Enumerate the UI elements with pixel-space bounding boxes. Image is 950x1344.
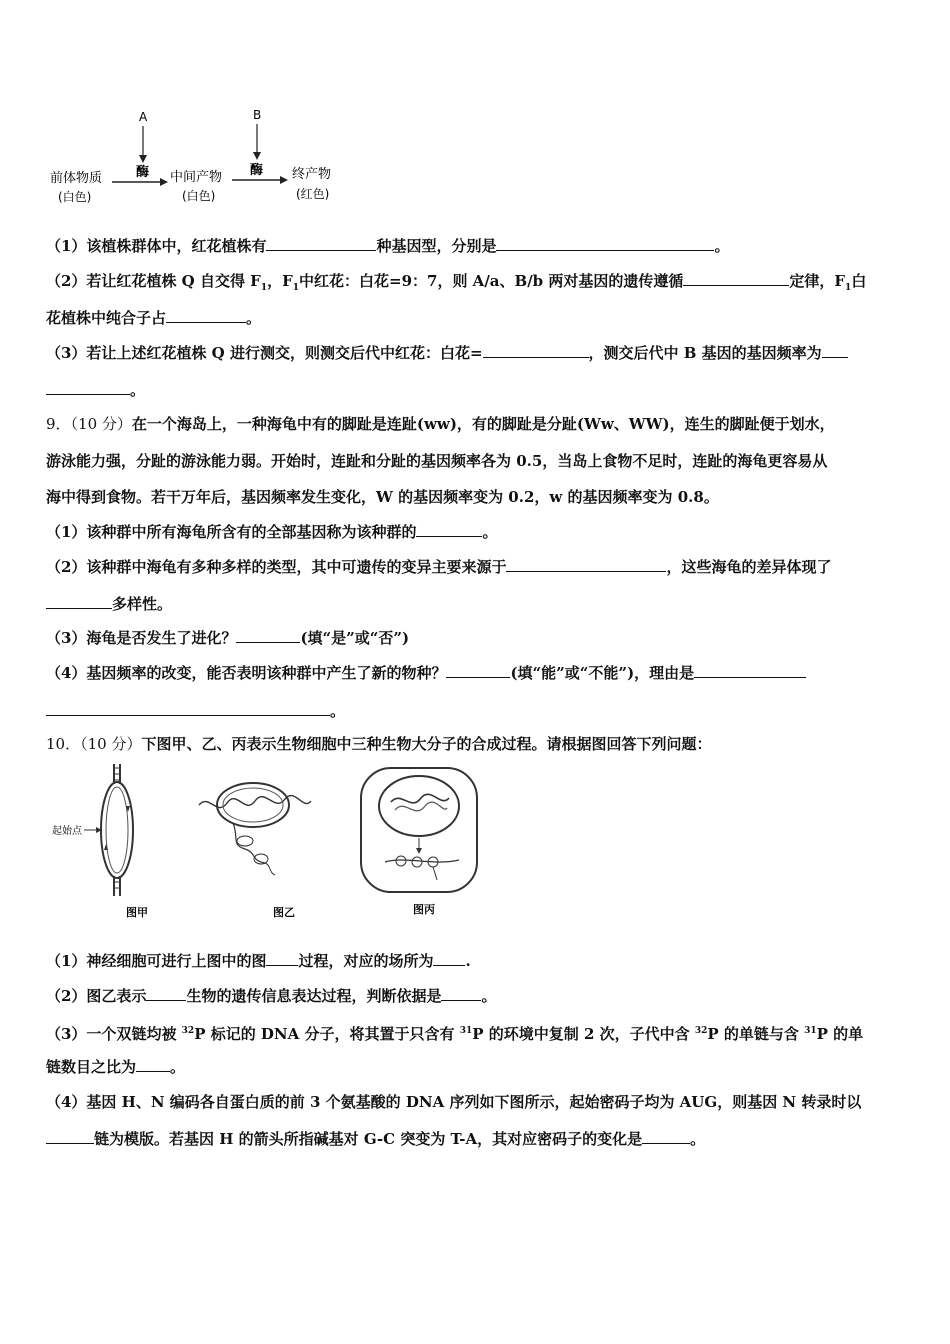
origin-label: 起始点 <box>52 826 82 837</box>
q9-stem-line3: 海中得到食物。若干万年后，基因频率发生变化，W 的基因频率变为 0.2，w 的基因频率变为 0.8。 <box>46 488 719 506</box>
figure-jia <box>50 762 180 922</box>
figure-jia-label: 图甲 <box>126 906 148 919</box>
q9-part1: （1）该种群中所有海龟所含有的全部基因称为该种群的 。 <box>46 523 498 541</box>
q9-stem-line2: 游泳能力强，分趾的游泳能力弱。开始时，连趾和分趾的基因频率各为 0.5，当岛上食物不足时，连趾的海龟更容易从 <box>46 452 828 470</box>
q10-part3: （3）一个双链均被 $^{32}$P 标记的 DNA 分子，将其置于只含有 $^{31}$P 的环境中复制 2 次，子代中含 $^{32}$P 的单链与含 $^{31}$P 的单 <box>46 1025 864 1043</box>
q9-part4-cont: 。 <box>46 701 904 721</box>
enzyme1-label: 酶 <box>136 165 150 180</box>
q9-part4: （4）基因频率的改变，能否表明该种群中产生了新的物种？ (填“能”或“不能”)，理由是 <box>46 663 904 683</box>
q9-number: 9．（10 分） <box>46 415 132 433</box>
q10-stem: 10．（10 分）下图甲、乙、丙表示生物细胞中三种生物大分子的合成过程。请根据图回答下列问题： <box>46 735 712 753</box>
q10-blank7[interactable] <box>642 1129 690 1144</box>
figure-bing <box>355 764 485 924</box>
q10-blank3[interactable] <box>146 986 186 1001</box>
q10-blank5[interactable] <box>136 1057 170 1072</box>
q9-part3: （3）海龟是否发生了进化？ (填“是”或“否”) <box>46 629 410 647</box>
q9-blank6-cont[interactable] <box>46 701 330 716</box>
q8-part2-cont: 花植株中纯合子占 。 <box>46 309 262 327</box>
q8-blank6-cont[interactable] <box>46 380 130 395</box>
q9-part2-cont: 多样性。 <box>46 594 904 614</box>
q10-part3-cont: 链数目之比为 。 <box>46 1058 186 1076</box>
q9-stem-line1: 9．（10 分）在一个海岛上，一种海龟中有的脚趾是连趾(ww)，有的脚趾是分趾(Ww、WW)，连生的脚趾便于划水， <box>46 415 835 433</box>
q8-blank5[interactable] <box>483 343 589 358</box>
enzyme2-label: 酶 <box>250 163 264 178</box>
q10-part1: （1）神经细胞可进行上图中的图 过程，对应的场所为 . <box>46 952 471 970</box>
q10-blank6[interactable] <box>46 1129 94 1144</box>
q10-number: 10．（10 分） <box>46 735 142 753</box>
figure-bing-label: 图丙 <box>413 903 435 916</box>
intermediate-label: 中间产物 <box>170 170 223 185</box>
q10-blank2[interactable] <box>433 951 465 966</box>
end-product-color: (红色) <box>296 187 330 201</box>
q8-part3-cont: 。 <box>46 380 904 400</box>
q9-blank3[interactable] <box>46 594 112 609</box>
end-product-label: 终产物 <box>292 167 332 182</box>
q9-blank5[interactable] <box>446 663 510 678</box>
q8-blank3[interactable] <box>683 271 789 286</box>
q10-part4-cont: 链为模版。若基因 H 的箭头所指碱基对 G-C 突变为 T-A，其对应密码子的变化是 。 <box>46 1129 904 1149</box>
q8-part3: （3）若让上述红花植株 Q 进行测交，则测交后代中红花：白花= ，测交后代中 B 基因的基因频率为 <box>46 343 904 363</box>
q8-blank2[interactable] <box>496 236 714 251</box>
q8-blank4[interactable] <box>166 308 246 323</box>
q8-part1: （1）该植株群体中，红花植株有 种基因型，分别是 。 <box>46 237 730 255</box>
q9-blank4[interactable] <box>236 628 300 643</box>
precursor-color: (白色) <box>58 190 92 204</box>
q8-blank6[interactable] <box>822 343 848 358</box>
intermediate-color: (白色) <box>182 189 216 203</box>
q9-blank6[interactable] <box>694 663 806 678</box>
q9-part2: （2）该种群中海龟有多种多样的类型，其中可遗传的变异主要来源于 ，这些海龟的差异体现了 <box>46 558 832 576</box>
gene-b-label: B <box>253 108 262 122</box>
q9-blank1[interactable] <box>416 522 482 537</box>
q9-blank2[interactable] <box>506 557 666 572</box>
gene-a-label: A <box>139 110 148 124</box>
figure-yi <box>195 765 315 925</box>
precursor-label: 前体物质 <box>50 171 103 186</box>
q10-part4: （4）基因 H、N 编码各自蛋白质的前 3 个氨基酸的 DNA 序列如下图所示，起始密码子均为 AUG，则基因 N 转录时以 <box>46 1093 862 1111</box>
pathway-figure <box>44 104 354 210</box>
q10-blank1[interactable] <box>266 951 298 966</box>
q10-blank4[interactable] <box>441 986 481 1001</box>
q8-part2: （2）若让红花植株 Q 自交得 $F_1$，$F_1$中红花：白花=9：7，则 A/a、B/b 两对基因的遗传遵循 定律，$F_1$白 <box>46 272 867 293</box>
q8-blank1[interactable] <box>266 236 376 251</box>
figure-yi-label: 图乙 <box>273 906 295 919</box>
q10-part2: （2）图乙表示 生物的遗传信息表达过程，判断依据是 。 <box>46 987 497 1005</box>
